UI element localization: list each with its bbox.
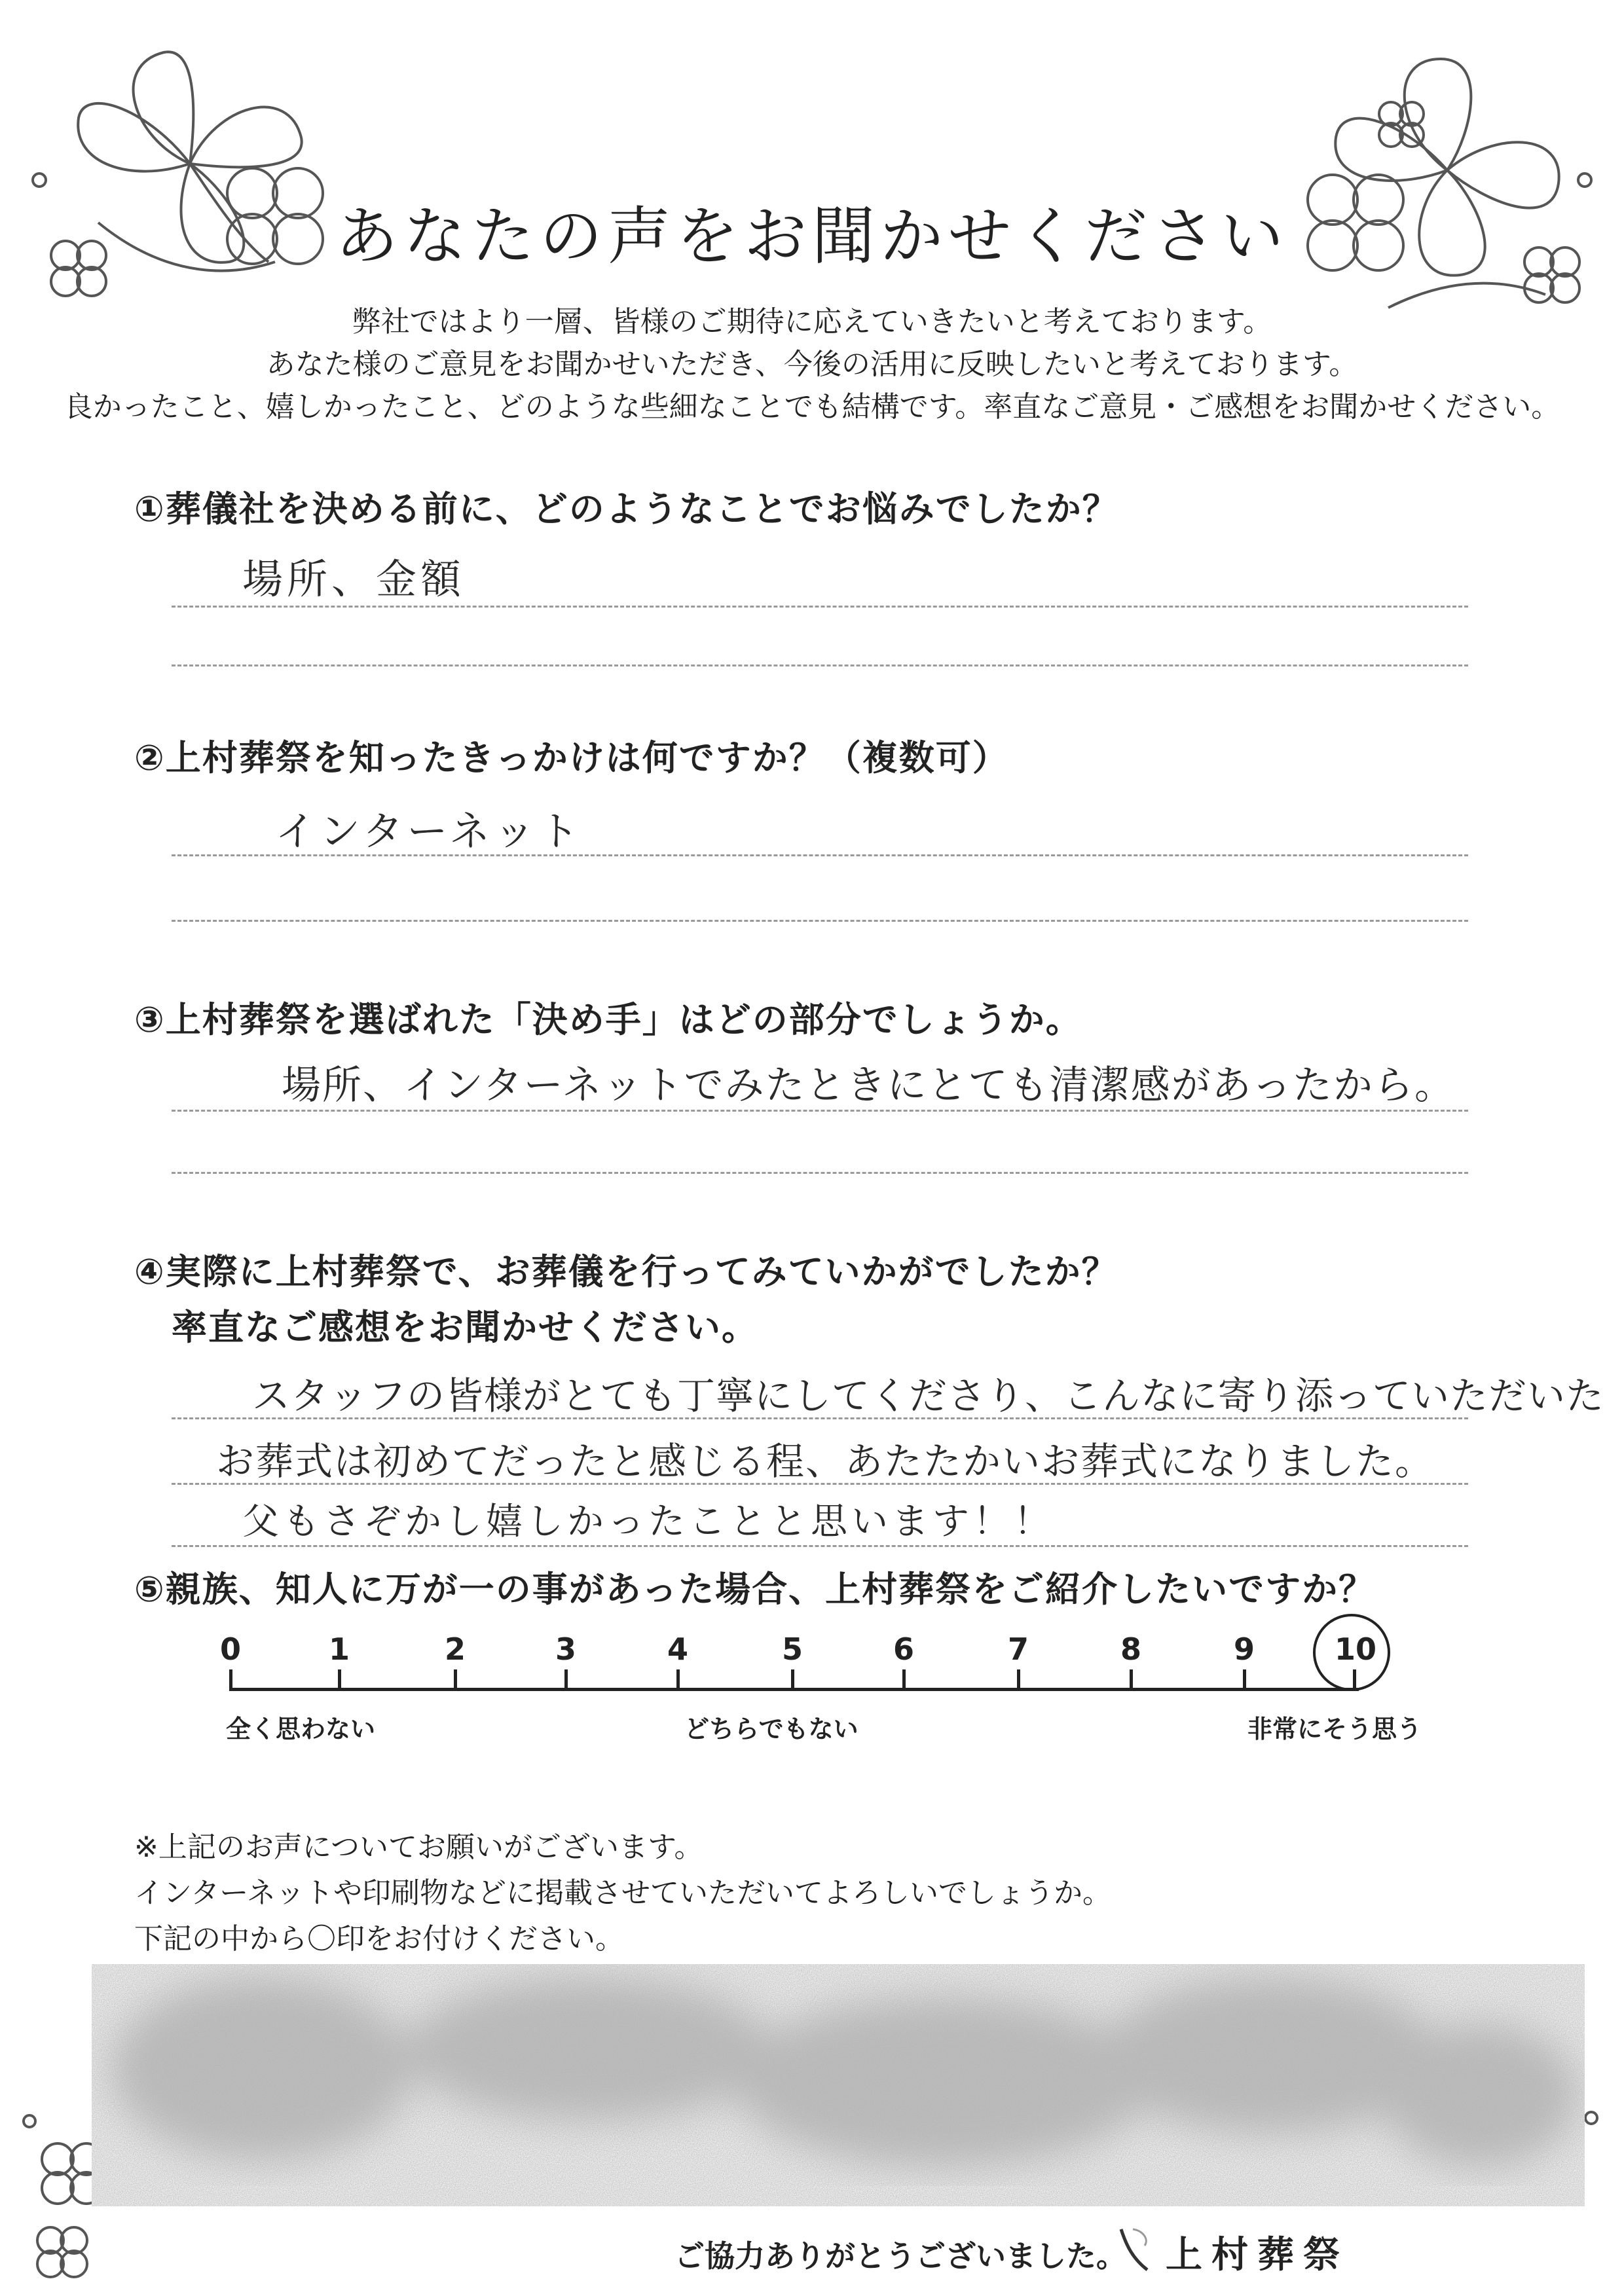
answer-4-line-2: お葬式は初めてだったと感じる程、あたたかいお葬式になりました。 xyxy=(216,1439,1435,1484)
scale-tick xyxy=(564,1669,568,1689)
page-title: あなたの声をお聞かせください xyxy=(335,200,1289,273)
intro-line-2: あなた様のご意見をお聞かせいただき、今後の活用に反映したいと考えております。 xyxy=(266,348,1358,381)
answer-4-line-3: 父もさぞかし嬉しかったことと思います！！ xyxy=(242,1501,1054,1543)
notice-line-1: ※上記のお声についてお願いがございます。 xyxy=(134,1831,703,1864)
scale-tick xyxy=(1017,1669,1020,1689)
scale-caption-left: 全く思わない xyxy=(226,1715,376,1743)
question-4: ④実際に上村葬祭で、お葬儀を行ってみていかがでしたか？ xyxy=(134,1251,1118,1292)
scale-tick xyxy=(676,1669,680,1689)
footer-brand: 上村葬祭 xyxy=(1166,2234,1349,2276)
intro-line-3: 良かったこと、嬉しかったこと、どのような些細なことでも結構です。率直なご意見・ご感想をお聞かせください。 xyxy=(64,390,1560,424)
scale-number: 6 xyxy=(893,1631,914,1667)
scale-number: 2 xyxy=(444,1631,466,1667)
scale-tick xyxy=(1243,1669,1246,1689)
scale-tick xyxy=(791,1669,794,1689)
clover-icon xyxy=(37,2227,87,2277)
scale-tick xyxy=(454,1669,457,1689)
answer-rule xyxy=(172,1545,1468,1547)
scale-number: 1 xyxy=(328,1631,350,1667)
scale-caption-right: 非常にそう思う xyxy=(1247,1715,1422,1743)
answer-rule xyxy=(172,920,1468,922)
question-1: ①葬儀社を決める前に、どのようなことでお悩みでしたか？ xyxy=(134,488,1119,530)
scale-number: 4 xyxy=(667,1631,688,1667)
footer-thanks: ご協力ありがとうございました。 xyxy=(674,2238,1126,2274)
notice-line-3: 下記の中から〇印をお付けください。 xyxy=(134,1922,624,1956)
answer-rule xyxy=(172,1110,1468,1112)
scale-number: 3 xyxy=(555,1631,576,1667)
answer-rule xyxy=(172,1417,1468,1419)
answer-rule xyxy=(172,665,1468,666)
scale-tick xyxy=(229,1669,232,1689)
question-3: ③上村葬祭を選ばれた「決め手」はどの部分でしょうか。 xyxy=(134,999,1082,1040)
answer-2-line-1: インターネット xyxy=(275,807,583,855)
scale-tick xyxy=(1130,1669,1133,1689)
answer-rule xyxy=(172,1483,1468,1485)
scale-number: 9 xyxy=(1233,1631,1255,1667)
scale-tick xyxy=(902,1669,906,1689)
scale-number: 5 xyxy=(781,1631,803,1667)
scale-number: 10 xyxy=(1335,1631,1377,1667)
notice-line-2: インターネットや印刷物などに掲載させていただいてよろしいでしょうか。 xyxy=(134,1876,1112,1910)
redacted-area xyxy=(92,1964,1585,2206)
scale-number: 7 xyxy=(1007,1631,1029,1667)
clover-icon xyxy=(1379,102,1424,147)
answer-1-line-1: 場所、金額 xyxy=(242,555,466,603)
answer-4-line-1: スタッフの皆様がとても丁寧にしてくださり、こんなに寄り添っていただいた xyxy=(252,1374,1605,1418)
scale-number: 8 xyxy=(1120,1631,1141,1667)
brand-logo-icon xyxy=(1113,2223,1159,2275)
answer-rule xyxy=(172,606,1468,608)
question-2: ②上村葬祭を知ったきっかけは何ですか？（複数可） xyxy=(134,737,1009,778)
scale-tick xyxy=(338,1669,341,1689)
answer-3-line-1: 場所、インターネットでみたときにとても清潔感があったから。 xyxy=(282,1063,1455,1108)
scale-number: 0 xyxy=(219,1631,241,1667)
intro-line-1: 弊社ではより一層、皆様のご期待に応えていきたいと考えております。 xyxy=(352,305,1272,338)
selected-circle xyxy=(1313,1614,1390,1691)
question-4-sub: 率直なご感想をお聞かせください。 xyxy=(172,1307,758,1348)
question-5: ⑤親族、知人に万が一の事があった場合、上村葬祭をご紹介したいですか？ xyxy=(134,1569,1376,1610)
scale-caption-center: どちらでもない xyxy=(684,1715,858,1743)
answer-rule xyxy=(172,854,1468,856)
answer-rule xyxy=(172,1172,1468,1174)
